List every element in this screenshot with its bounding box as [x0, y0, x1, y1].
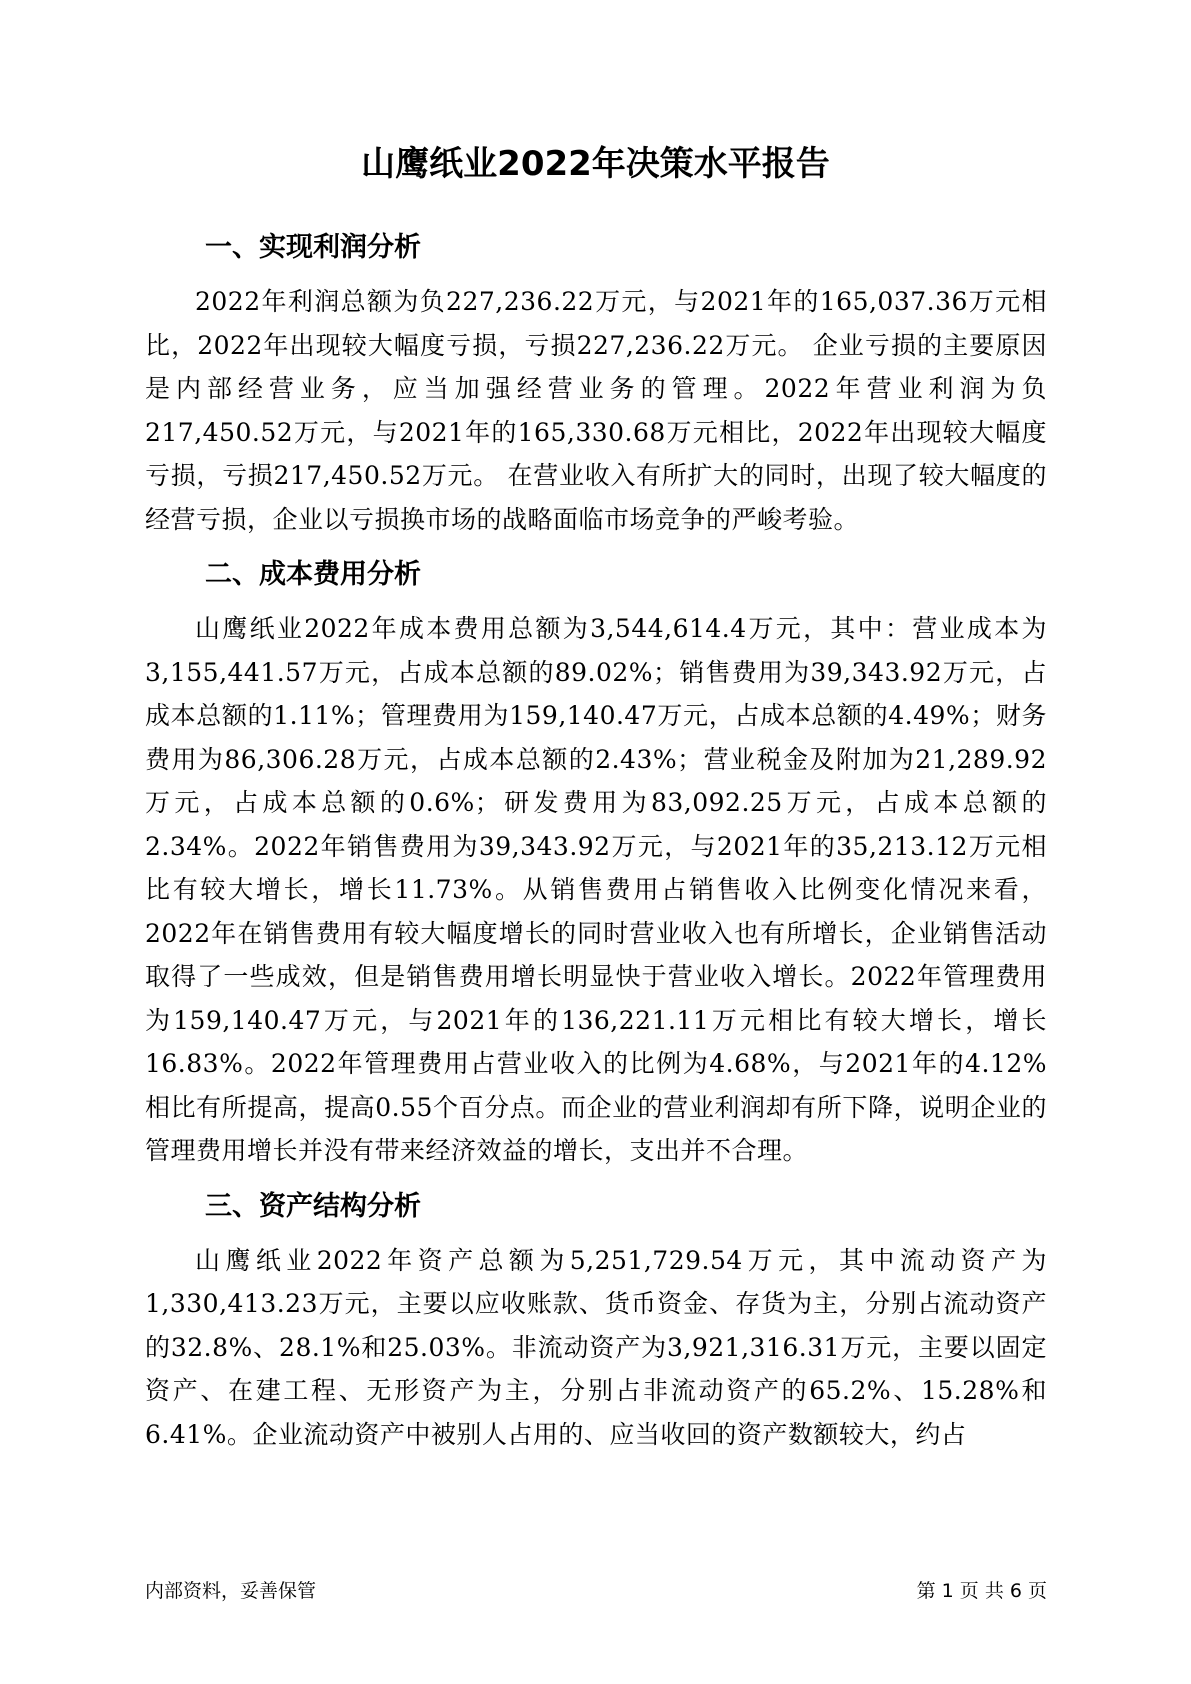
- section-paragraph: 2022年利润总额为负227,236.22万元，与2021年的165,037.36万元相比，2022年出现较大幅度亏损，亏损227,236.22万元。 企业亏损的主要原因是内部经营业务，应当加强经营业务的管理。2022年营业利润为负217,450.52万元，与2021年的165,330.68万元相比，2022年出现较大幅度亏损，亏损217,450.52万元。 在营业收入有所扩大的同时，出现了较大幅度的经营亏损，企业以亏损换市场的战略面临市场竞争的严峻考验。: [145, 287, 1047, 534]
- page-number: 第 1 页 共 6 页: [916, 1580, 1047, 1602]
- section-profit-analysis: [145, 228, 1047, 541]
- section-paragraph: 山鹰纸业2022年成本费用总额为3,544,614.4万元，其中：营业成本为3,155,441.57万元，占成本总额的89.02%；销售费用为39,343.92万元，占成本总额的1.11%；管理费用为159,140.47万元，占成本总额的4.49%；财务费用为86,306.28万元，占成本总额的2.43%；营业税金及附加为21,289.92万元，占成本总额的0.6%；研发费用为83,092.25万元，占成本总额的2.34%。2022年销售费用为39,343.92万元，与2021年的35,213.12万元相比有较大增长，增长11.73%。从销售费用占销售收入比例变化情况来看，2022年在销售费用有较大幅度增长的同时营业收入也有所增长，企业销售活动取得了一些成效，但是销售费用增长明显快于营业收入增长。2022年管理费用为159,140.47万元，与2021年的136,221.11万元相比有较大增长，增长16.83%。2022年管理费用占营业收入的比例为4.68%，与2021年的4.12%相比有所提高，提高0.55个百分点。而企业的营业利润却有所下降，说明企业的管理费用增长并没有带来经济效益的增长，支出并不合理。: [145, 614, 1047, 1165]
- section-paragraph: 山鹰纸业2022年资产总额为5,251,729.54万元，其中流动资产为1,330,413.23万元，主要以应收账款、货币资金、存货为主，分别占流动资产的32.8%、28.1%和25.03%。非流动资产为3,921,316.31万元，主要以固定资产、在建工程、无形资产为主，分别占非流动资产的65.2%、15.28%和6.41%。企业流动资产中被别人占用的、应当收回的资产数额较大，约占: [145, 1245, 1047, 1449]
- section-heading: 一、实现利润分析: [205, 232, 421, 263]
- document-title: 山鹰纸业2022年决策水平报告: [361, 144, 830, 184]
- footer-confidential-note: 内部资料，妥善保管: [145, 1580, 317, 1602]
- section-heading: 二、成本费用分析: [205, 559, 421, 590]
- document-body: [145, 218, 1047, 1470]
- section-heading: 三、资产结构分析: [205, 1190, 421, 1222]
- page-footer: [145, 1578, 1047, 1604]
- section-cost-analysis: [145, 555, 1047, 1173]
- section-asset-structure: [145, 1187, 1047, 1457]
